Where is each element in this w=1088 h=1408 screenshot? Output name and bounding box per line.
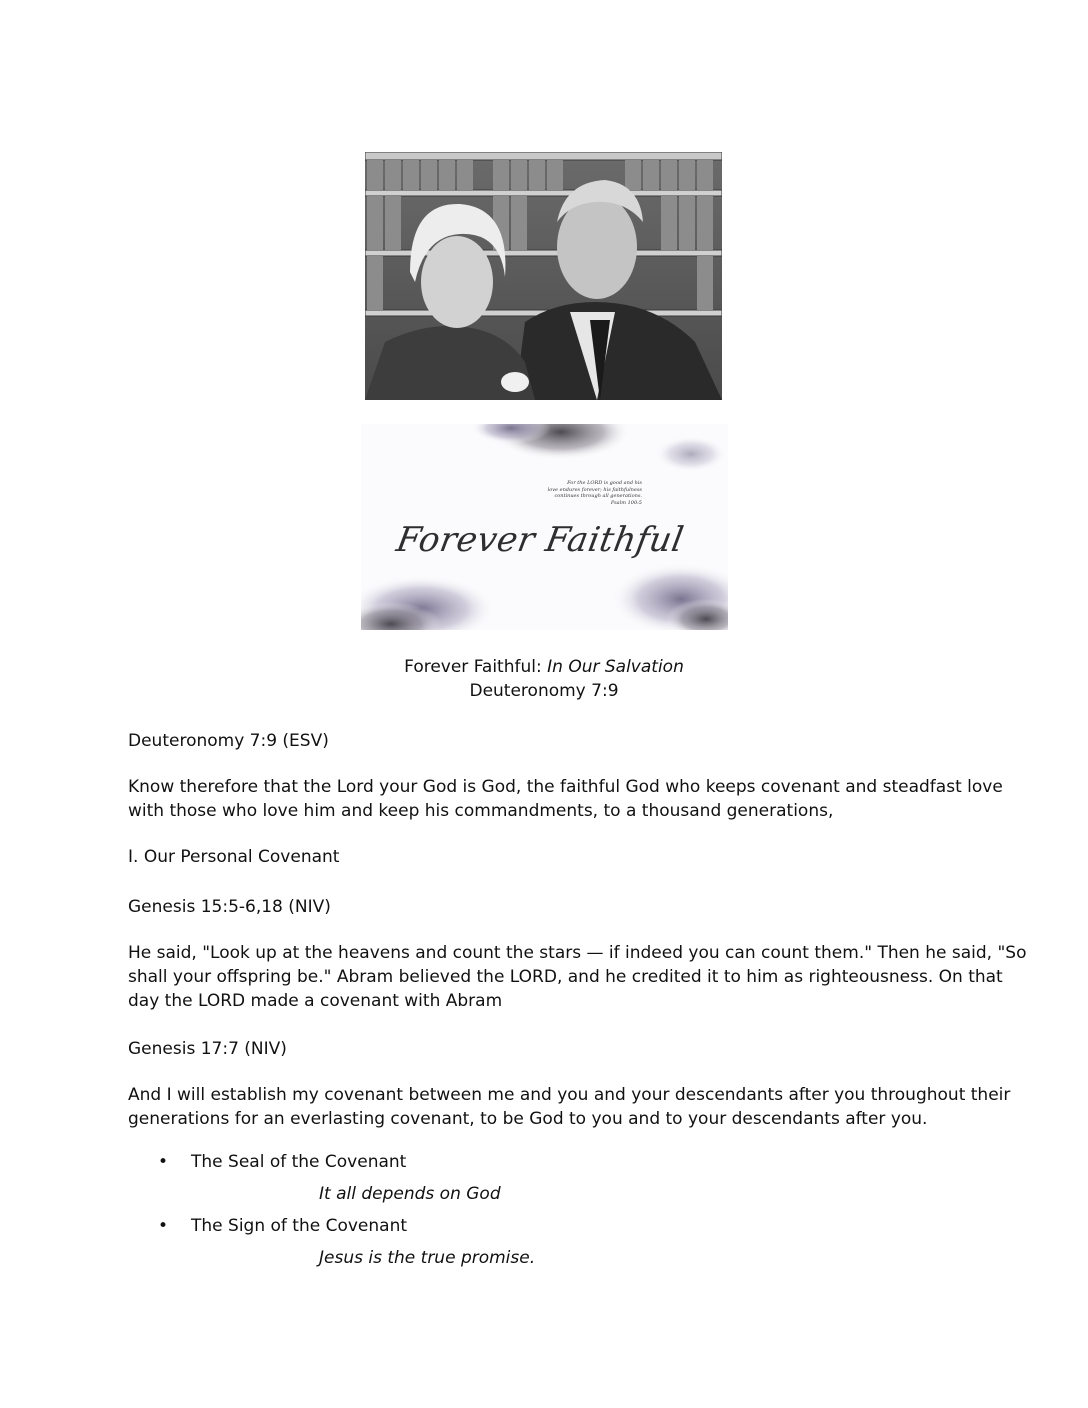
- bullet-icon: •: [158, 1216, 169, 1236]
- bullet-icon: •: [158, 1152, 169, 1172]
- scripture-text: generations for an everlasting covenant, to be God to you and to your descendants after you.: [128, 1109, 928, 1129]
- scripture-text: He said, "Look up at the heavens and count the stars — if indeed you can count them." Then he said, "So: [128, 943, 1027, 963]
- couple-photo: [365, 152, 722, 400]
- scripture-reference: Genesis 17:7 (NIV): [128, 1039, 287, 1059]
- sermon-reference: Deuteronomy 7:9: [469, 681, 619, 701]
- scripture-reference: Deuteronomy 7:9 (ESV): [128, 731, 329, 751]
- forever-faithful-banner: [361, 424, 728, 630]
- scripture-text: day the LORD made a covenant with Abram: [128, 991, 503, 1011]
- scripture-text: shall your offspring be." Abram believed the LORD, and he credited it to him as righteousness. On that: [128, 967, 1003, 987]
- bullet-item: The Seal of the Covenant: [191, 1152, 407, 1172]
- scripture-text: And I will establish my covenant between me and you and your descendants after you throughout their: [128, 1085, 1011, 1105]
- banner-script-title: Forever Faithful: [393, 520, 687, 560]
- scripture-text: with those who love him and keep his commandments, to a thousand generations,: [128, 801, 834, 821]
- section-heading: I. Our Personal Covenant: [128, 847, 340, 867]
- banner-quote: For the LORD is good and his love endures forever; his faithfulness continues through all generations. Psalm 100:5: [547, 480, 642, 506]
- scripture-reference: Genesis 15:5-6,18 (NIV): [128, 897, 331, 917]
- bullet-note: It all depends on God: [319, 1184, 501, 1204]
- bullet-note: Jesus is the true promise.: [319, 1248, 536, 1268]
- sermon-title: Forever Faithful: In Our Salvation: [404, 657, 684, 677]
- bullet-item: The Sign of the Covenant: [191, 1216, 408, 1236]
- sermon-subtitle: In Our Salvation: [547, 657, 684, 677]
- scripture-text: Know therefore that the Lord your God is God, the faithful God who keeps covenant and steadfast love: [128, 777, 1003, 797]
